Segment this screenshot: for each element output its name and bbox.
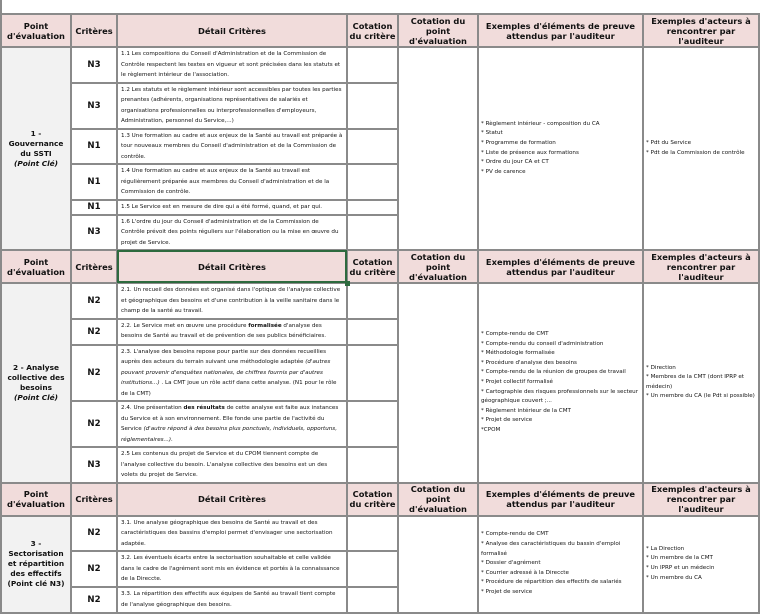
preuve-item: * Projet collectif formalisé bbox=[481, 378, 553, 385]
preuve-item: * Procédure de répartition des effectifs de salariés bbox=[481, 579, 622, 586]
criteria-detail[interactable]: 2.2. Le Service met en œuvre une procédure formalisée d'analyse des besoins de Santé au travail et de prévention de ses publics bénéficiaires. bbox=[117, 319, 347, 345]
preuve-item: * Liste de présence aux formations bbox=[481, 149, 579, 156]
table-row bbox=[1, 47, 759, 83]
acteur-item: * Un membre du CA (le Pdt si possible) bbox=[646, 393, 755, 400]
acteur-item: * Membres de la CMT (dont IPRP et médecin) bbox=[646, 374, 744, 390]
acteur-item: * Direction bbox=[646, 364, 676, 371]
preuve-item: * Compte-rendu de CMT bbox=[481, 531, 549, 538]
acteur-item: * Un membre de la CMT bbox=[646, 555, 713, 562]
criteria-detail[interactable]: 1.5 Le Service est en mesure de dire qui a été formé, quand, et par qui. bbox=[117, 200, 347, 215]
acteur-item: * La Direction bbox=[646, 545, 685, 552]
criteria-detail[interactable]: 1.4 Une formation au cadre et aux enjeux de la Santé au travail est régulièrement préparée aux membres du Conseil d'administration et de la Commission de contrôle. bbox=[117, 164, 347, 200]
preuves-cell[interactable] bbox=[478, 47, 643, 250]
table-row bbox=[1, 283, 759, 319]
header-detail[interactable]: Détail Critères bbox=[117, 14, 347, 47]
criteria-level[interactable]: N1 bbox=[71, 200, 117, 215]
criteria-level[interactable]: N2 bbox=[71, 551, 117, 587]
criteria-detail[interactable]: 1.6 L'ordre du jour du Conseil d'administration et de la Commission de Contrôle prévoit des points réguliers sur l'élaboration ou la mise en œuvre du projet de Service. bbox=[117, 215, 347, 251]
header-point[interactable]: Point d'évaluation bbox=[1, 483, 71, 516]
cotation-critere-cell[interactable] bbox=[347, 215, 398, 251]
cotation-critere-cell[interactable] bbox=[347, 587, 398, 613]
cotation-critere-cell[interactable] bbox=[347, 401, 398, 447]
criteria-detail[interactable]: 1.2 Les statuts et le règlement intérieur sont accessibles par toutes les parties prenantes (adhérents, organisations représentatives de salariés et organisations professionnelles ou interprofessionnelles d'employeurs, Administration, personnel du Service,...) bbox=[117, 83, 347, 129]
criteria-detail[interactable]: 2.5 Les contenus du projet de Service et du CPOM tiennent compte de l'analyse collective du besoin. L'analyse collective des besoins est un des volets du projet de Service. bbox=[117, 447, 347, 483]
preuve-item: * Programme de formation bbox=[481, 139, 556, 146]
header-cotation-critere[interactable]: Cotation du critère bbox=[347, 250, 398, 283]
point-evaluation-cell[interactable] bbox=[1, 516, 71, 613]
preuve-item: * Cartographie des risques professionnels sur le secteur géographique couvert ;... bbox=[481, 388, 639, 405]
preuves-cell[interactable] bbox=[478, 516, 643, 613]
header-detail[interactable]: Détail Critères bbox=[117, 483, 347, 516]
header-preuves[interactable]: Exemples d'éléments de preuve attendus par l'auditeur bbox=[478, 483, 643, 516]
criteria-level[interactable]: N3 bbox=[71, 447, 117, 483]
acteur-item: * Pdt du Service bbox=[646, 139, 692, 146]
header-acteurs[interactable]: Exemples d'acteurs à rencontrer par l'auditeur bbox=[643, 14, 759, 47]
preuve-item: * Projet de service bbox=[481, 588, 533, 595]
criteria-level[interactable]: N2 bbox=[71, 401, 117, 447]
criteria-level[interactable]: N2 bbox=[71, 345, 117, 402]
criteria-level[interactable]: N3 bbox=[71, 215, 117, 251]
cotation-critere-cell[interactable] bbox=[347, 551, 398, 587]
preuve-item: * Dossier d'agrément bbox=[481, 560, 541, 567]
header-criteres[interactable]: Critères bbox=[71, 250, 117, 283]
preuve-item: * Procédure d'analyse des besoins bbox=[481, 359, 577, 366]
criteria-detail[interactable]: 2.1. Un recueil des données est organisé dans l'optique de l'analyse collective et géographique des besoins et d'une contribution à la veille sanitaire dans le champ de la santé au travail. bbox=[117, 283, 347, 319]
header-criteres[interactable]: Critères bbox=[71, 14, 117, 47]
point-title: 3 - Sectorisation et répartition des effectifs bbox=[7, 539, 65, 578]
preuve-item: * Courrier adressé à la Direccte bbox=[481, 569, 569, 576]
cotation-critere-cell[interactable] bbox=[347, 164, 398, 200]
criteria-detail[interactable]: 3.2. Les éventuels écarts entre la sectorisation souhaitable et celle validée dans le cadre de l'agrément sont mis en évidence et portés à la connaissance de la Direccte. bbox=[117, 551, 347, 587]
criteria-level[interactable]: N2 bbox=[71, 319, 117, 345]
cotation-critere-cell[interactable] bbox=[347, 47, 398, 83]
criteria-level[interactable]: N2 bbox=[71, 516, 117, 552]
header-cotation-point[interactable]: Cotation du point d'évaluation bbox=[398, 14, 478, 47]
header-detail-selected[interactable]: Détail Critères bbox=[117, 250, 347, 283]
criteria-level[interactable]: N1 bbox=[71, 164, 117, 200]
header-row bbox=[1, 14, 759, 47]
header-preuves[interactable]: Exemples d'éléments de preuve attendus par l'auditeur bbox=[478, 250, 643, 283]
sheet-top-edge bbox=[0, 0, 762, 13]
fill-handle[interactable] bbox=[345, 281, 350, 286]
header-cotation-point[interactable]: Cotation du point d'évaluation bbox=[398, 250, 478, 283]
header-point[interactable]: Point d'évaluation bbox=[1, 250, 71, 283]
preuve-item: * Règlement intérieur de la CMT bbox=[481, 407, 571, 414]
criteria-level[interactable]: N1 bbox=[71, 129, 117, 165]
criteria-detail[interactable]: 1.1 Les compositions du Conseil d'Administration et de la Commission de Contrôle respectent les textes en vigueur et sont précisées dans les statuts et le règlement intérieur de l'association. bbox=[117, 47, 347, 83]
criteria-detail[interactable]: 3.3. La répartition des effectifs aux équipes de Santé au travail tient compte de l'analyse géographique des besoins. bbox=[117, 587, 347, 613]
point-subtitle: (Point Clé) bbox=[13, 392, 59, 402]
criteria-level[interactable]: N2 bbox=[71, 283, 117, 319]
preuve-item: * Compte-rendu du conseil d'administration bbox=[481, 340, 604, 347]
criteria-detail[interactable]: 2.3. L'analyse des besoins repose pour partie sur des données recueillies auprès des acteurs du terrain suivant une méthodologie adaptée (d'autres pouvant provenir d'enquêtes nationales, de chiffres fournis par d'autres institutions...) . La CMT joue un rôle actif dans cette analyse. (N1 pour le rôle de la CMT) bbox=[117, 345, 347, 402]
point-subtitle: (Point Clé) bbox=[13, 158, 59, 168]
header-preuves[interactable]: Exemples d'éléments de preuve attendus par l'auditeur bbox=[478, 14, 643, 47]
header-acteurs[interactable]: Exemples d'acteurs à rencontrer par l'auditeur bbox=[643, 483, 759, 516]
cotation-critere-cell[interactable] bbox=[347, 129, 398, 165]
header-row bbox=[1, 483, 759, 516]
header-cotation-critere[interactable]: Cotation du critère bbox=[347, 14, 398, 47]
evaluation-table bbox=[0, 13, 760, 614]
point-title: 2 - Analyse collective des besoins bbox=[7, 362, 65, 392]
criteria-level[interactable]: N2 bbox=[71, 587, 117, 613]
acteur-item: * Un IPRP et un médecin bbox=[646, 565, 715, 571]
preuve-item: * Projet de service bbox=[481, 417, 533, 424]
header-point[interactable]: Point d'évaluation bbox=[1, 14, 71, 47]
cotation-point-cell[interactable] bbox=[398, 516, 478, 613]
point-title: 1 - Gouvernance du SSTI bbox=[8, 128, 64, 158]
cotation-critere-cell[interactable] bbox=[347, 345, 398, 402]
acteur-item: * Un membre du CA bbox=[646, 574, 702, 581]
criteria-level[interactable]: N3 bbox=[71, 83, 117, 129]
acteurs-cell[interactable] bbox=[643, 283, 759, 483]
cotation-critere-cell[interactable] bbox=[347, 447, 398, 483]
preuves-cell[interactable] bbox=[478, 283, 643, 483]
preuve-item: * Règlement intérieur - composition du CA bbox=[481, 120, 600, 127]
header-criteres[interactable]: Critères bbox=[71, 483, 117, 516]
preuve-item: *CPOM bbox=[481, 426, 501, 433]
criteria-detail[interactable]: 1.3 Une formation au cadre et aux enjeux de la Santé au travail est préparée à tour nouveaux membres du Conseil d'administration et de la Commission de contrôle. bbox=[117, 129, 347, 165]
acteurs-cell[interactable] bbox=[643, 516, 759, 613]
header-row bbox=[1, 250, 759, 283]
point-subtitle: (Point clé N3) bbox=[7, 579, 65, 588]
header-cotation-point[interactable]: Cotation du point d'évaluation bbox=[398, 483, 478, 516]
preuve-item: * Méthodologie formalisée bbox=[481, 350, 555, 357]
cotation-point-cell[interactable] bbox=[398, 47, 478, 250]
header-acteurs[interactable]: Exemples d'acteurs à rencontrer par l'auditeur bbox=[643, 250, 759, 283]
criteria-detail[interactable]: 3.1. Une analyse géographique des besoins de Santé au travail et des caractéristiques des bassins d'emploi permet d'envisager une sectorisation adaptée. bbox=[117, 516, 347, 552]
preuve-item: * Statut bbox=[481, 130, 503, 137]
table-row bbox=[1, 516, 759, 552]
criteria-detail[interactable]: 2.4. Une présentation des résultats de cette analyse est faite aux instances du Service et à son environnement. Elle fonde une partie de l'activité du Service (d'autre répond à des besoins plus ponctuels, individuels, opportuns, réglementaires...). bbox=[117, 401, 347, 447]
preuve-item: * Ordre du jour CA et CT bbox=[481, 159, 549, 166]
cotation-point-cell[interactable] bbox=[398, 283, 478, 483]
preuve-item: * Analyse des caractéristiques du bassin d'emploi formalisé bbox=[481, 541, 621, 557]
cotation-critere-cell[interactable] bbox=[347, 200, 398, 215]
header-cotation-critere[interactable]: Cotation du critère bbox=[347, 483, 398, 516]
preuve-item: * Compte-rendu de la réunion de groupes de travail bbox=[481, 369, 626, 376]
cotation-critere-cell[interactable] bbox=[347, 83, 398, 129]
acteur-item: * Pdt de la Commission de contrôle bbox=[646, 149, 745, 156]
acteurs-cell[interactable] bbox=[643, 47, 759, 250]
preuve-item: * Compte-rendu de CMT bbox=[481, 330, 549, 337]
criteria-level[interactable]: N3 bbox=[71, 47, 117, 83]
cotation-critere-cell[interactable] bbox=[347, 283, 398, 319]
cotation-critere-cell[interactable] bbox=[347, 516, 398, 552]
point-evaluation-cell[interactable] bbox=[1, 47, 71, 250]
preuve-item: * PV de carence bbox=[481, 168, 526, 175]
point-evaluation-cell[interactable] bbox=[1, 283, 71, 483]
cotation-critere-cell[interactable] bbox=[347, 319, 398, 345]
